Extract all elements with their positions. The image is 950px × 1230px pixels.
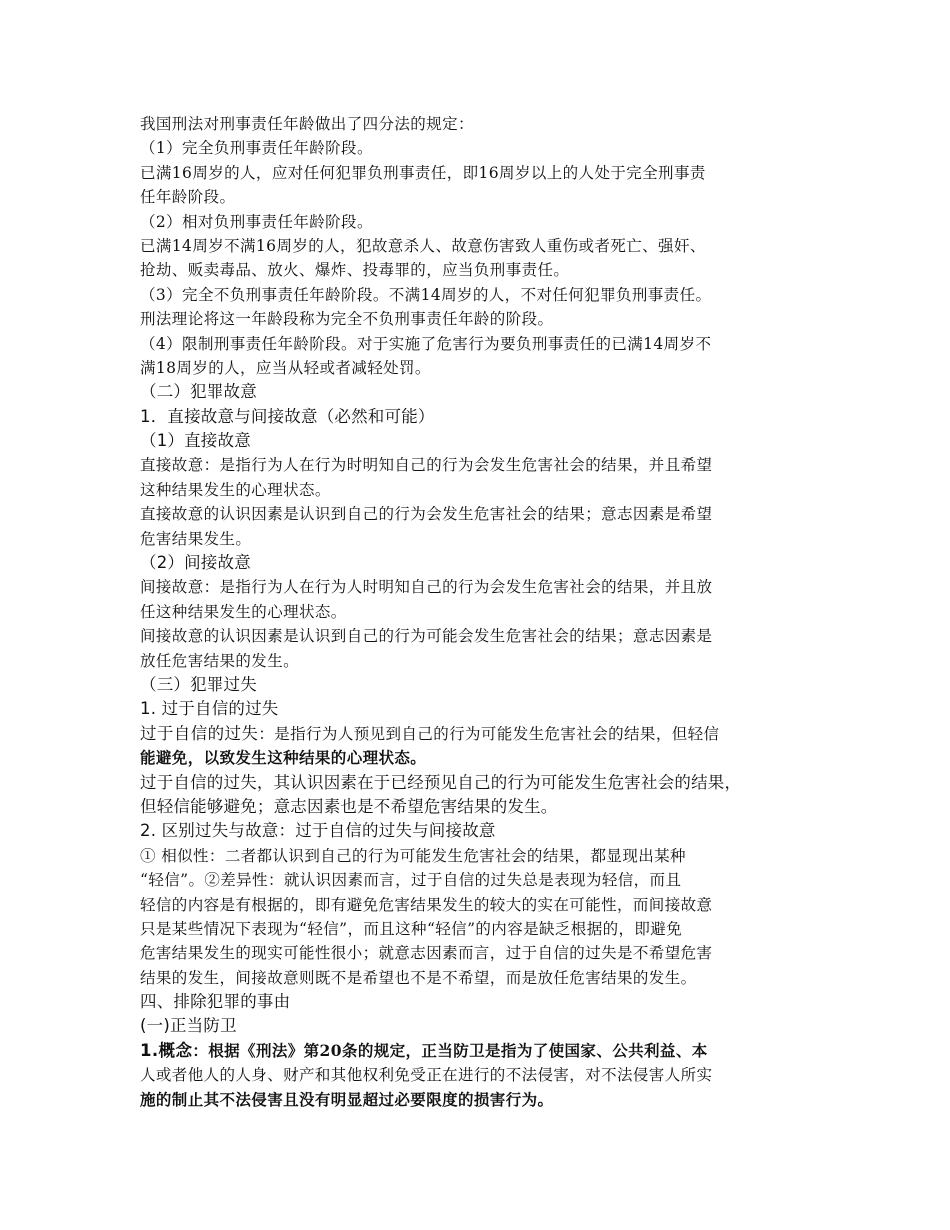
text-line: 四、排除犯罪的事由 (140, 992, 291, 1012)
text-line: （4）限制刑事责任年龄阶段。对于实施了危害行为要负刑事责任的已满14周岁不 (140, 334, 712, 353)
text-line: （2）间接故意 (140, 553, 251, 573)
text-line: （3）完全不负刑事责任年龄阶段。不满14周岁的人，不对任何犯罪负刑事责任。 (140, 285, 712, 304)
text-line: 间接故意的认识因素是认识到自己的行为可能会发生危害社会的结果；意志因素是 (140, 627, 713, 646)
text-line: ① 相似性：二者都认识到自己的行为可能发生危害社会的结果，都显现出某种 (140, 846, 686, 865)
text-line: 直接故意：是指行为人在行为时明知自己的行为会发生危害社会的结果，并且希望 (140, 456, 713, 475)
text-line: 放任危害结果的发生。 (140, 651, 300, 670)
text-line: 人或者他人的人身、财产和其他权利免受正在进行的不法侵害，对不法侵害人所实 (140, 1066, 713, 1085)
text-line: 已满14周岁不满16周岁的人，犯故意杀人、故意伤害致人重伤或者死亡、强奸、 (140, 236, 706, 255)
text-line: 2. 区别过失与故意：过于自信的过失与间接故意 (140, 821, 496, 841)
text-line: 任这种结果发生的心理状态。 (140, 602, 347, 621)
text-line: 1. 过于自信的过失 (140, 699, 279, 719)
text-line: 已满16周岁的人，应对任何犯罪负刑事责任，即16周岁以上的人处于完全刑事责 (140, 163, 706, 182)
text-line: 直接故意的认识因素是认识到自己的行为会发生危害社会的结果；意志因素是希望 (140, 505, 713, 524)
text-line: 过于自信的过失：是指行为人预见到自己的行为可能发生危害社会的结果，但轻信 (140, 723, 720, 743)
text-line: （1）直接故意 (140, 431, 251, 451)
text-line: 间接故意：是指行为人在行为人时明知自己的行为会发生危害社会的结果，并且放 (140, 578, 713, 597)
text-line: 任年龄阶段。 (140, 188, 236, 207)
text-line: 但轻信能够避免；意志因素也是不希望危害结果的发生。 (140, 796, 558, 816)
text-line: 满18周岁的人，应当从轻或者减轻处罚。 (140, 358, 431, 377)
text-line: （三）犯罪过失 (140, 674, 257, 694)
text-line: 能避免，以致发生这种结果的心理状态。 (140, 748, 427, 768)
text-line: 过于自信的过失，其认识因素在于已经预见自己的行为可能发生危害社会的结果， (140, 772, 742, 792)
text-line: 抢劫、贩卖毒品、放火、爆炸、投毒罪的，应当负刑事责任。 (140, 261, 570, 280)
text-line: 轻信的内容是有根据的，即有避免危害结果发生的较大的实在可能性，而间接故意 (140, 895, 713, 914)
text-line: “轻信”。②差异性：就认识因素而言，过于自信的过失总是表现为轻信，而且 (140, 871, 682, 890)
text-line: 施的制止其不法侵害且没有明显超过必要限度的损害行为。 (140, 1089, 554, 1109)
text-line: 危害结果发生。 (140, 529, 252, 548)
text-line: （1）完全负刑事责任年龄阶段。 (140, 139, 373, 158)
text-line: 我国刑法对刑事责任年龄做出了四分法的规定： (140, 115, 474, 133)
text-line: 只是某些情况下表现为“轻信”，而且这种“轻信”的内容是缺乏根据的，即避免 (140, 919, 683, 938)
document-page (140, 112, 820, 1112)
text-line: 这种结果发生的心理状态。 (140, 480, 331, 499)
text-line: (一)正当防卫 (140, 1016, 237, 1036)
text-line: 1．直接故意与间接故意（必然和可能） (140, 406, 435, 426)
text-line: 刑法理论将这一年龄段称为完全不负刑事责任年龄的阶段。 (140, 310, 554, 329)
text-line: 1.概念：根据《刑法》第20条的规定，正当防卫是指为了使国家、公共利益、本 (140, 1040, 708, 1060)
text-line: 结果的发生，间接故意则既不是希望也不是不希望，而是放任危害结果的发生。 (140, 968, 697, 987)
text-line: （二）犯罪故意 (140, 382, 257, 402)
text-line: 危害结果发生的现实可能性很小；就意志因素而言，过于自信的过失是不希望危害 (140, 944, 713, 963)
text-line: （2）相对负刑事责任年龄阶段。 (140, 212, 373, 231)
